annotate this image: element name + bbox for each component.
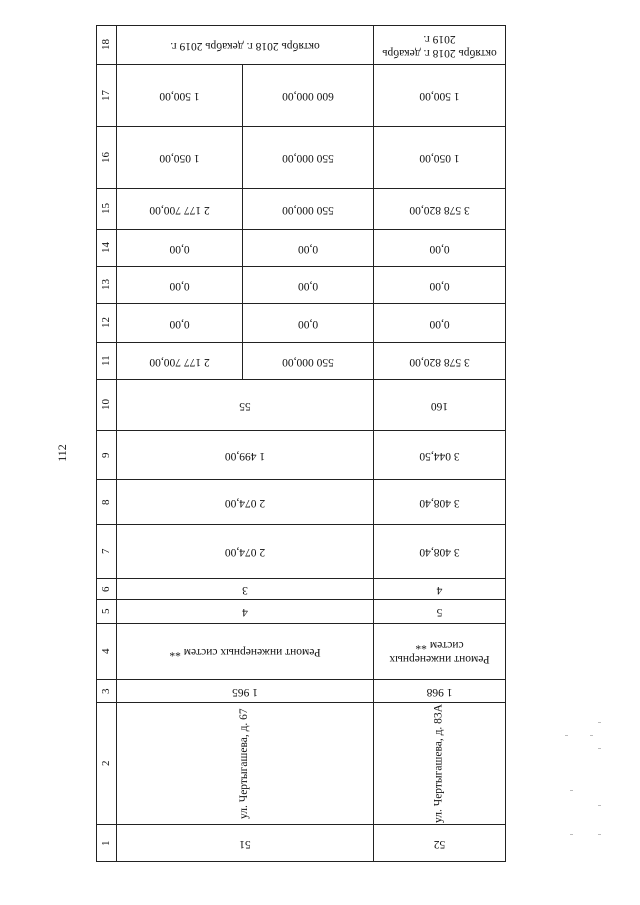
col-num-6: 6	[96, 578, 117, 600]
row-52-col-11: 3 578 820,00	[373, 342, 506, 380]
col-num-14: 14	[96, 229, 117, 267]
row-51-col-12-b: 0,00	[242, 303, 374, 343]
row-51-work-type: Ремонт инженерных систем **	[116, 623, 374, 680]
row-51-address: ул. Чертыгашева, д. 67	[116, 702, 374, 825]
col-num-9: 9	[96, 430, 117, 480]
col-num-1: 1	[96, 824, 117, 862]
col-num-15: 15	[96, 188, 117, 230]
row-51-residential-area: 1 499,00	[116, 430, 374, 480]
col-num-2: 2	[96, 702, 117, 825]
row-52-address: ул. Чертыгашева, д. 83А	[373, 702, 506, 825]
col-num-7: 7	[96, 524, 117, 579]
row-52-col-17: 1 500,00	[373, 64, 506, 127]
row-51-col-17-a: 1 500,00	[116, 64, 243, 127]
col-num-12: 12	[96, 303, 117, 343]
col-num-10: 10	[96, 379, 117, 431]
row-51-col-16-a: 1 050,00	[116, 126, 243, 189]
row-52-year: 1 968	[373, 679, 506, 703]
row-51-col-1: 51	[116, 824, 374, 862]
row-51-entrances: 3	[116, 578, 374, 600]
col-num-11: 11	[96, 342, 117, 380]
row-52-work-type: Ремонт инженерных систем **	[373, 623, 506, 680]
row-51-total-area: 2 074,00	[116, 524, 374, 579]
row-52-col-16: 1 050,00	[373, 126, 506, 189]
row-52-col-12: 0,00	[373, 303, 506, 343]
row-51-col-17-b: 600 000,00	[242, 64, 374, 127]
col-num-13: 13	[96, 266, 117, 304]
row-51-premises-area: 2 074,00	[116, 479, 374, 525]
row-51-year: 1 965	[116, 679, 374, 703]
row-51-floors: 4	[116, 599, 374, 624]
col-num-4: 4	[96, 623, 117, 680]
row-51-col-13-a: 0,00	[116, 266, 243, 304]
row-52-col-15: 3 578 820,00	[373, 188, 506, 230]
row-52-residents: 160	[373, 379, 506, 431]
row-51-col-14-b: 0,00	[242, 229, 374, 267]
row-51-residents: 55	[116, 379, 374, 431]
col-num-5: 5	[96, 599, 117, 624]
row-51-col-13-b: 0,00	[242, 266, 374, 304]
col-num-16: 16	[96, 126, 117, 189]
row-51-col-12-a: 0,00	[116, 303, 243, 343]
row-51-col-14-a: 0,00	[116, 229, 243, 267]
col-num-17: 17	[96, 64, 117, 127]
page-number: 112	[55, 444, 69, 462]
col-num-18: 18	[96, 25, 117, 65]
row-52-premises-area: 3 408,40	[373, 479, 506, 525]
row-52-col-1: 52	[373, 824, 506, 862]
row-51-col-16-b: 550 000,00	[242, 126, 374, 189]
row-52-period: октябрь 2018 г. декабрь 2019 г.	[373, 25, 506, 65]
row-51-col-11-a: 2 177 700,00	[116, 342, 243, 380]
rotated-table	[96, 25, 506, 862]
row-52-total-area: 3 408,40	[373, 524, 506, 579]
row-51-period: октябрь 2018 г. декабрь 2019 г.	[116, 25, 374, 65]
row-52-floors: 5	[373, 599, 506, 624]
col-num-8: 8	[96, 479, 117, 525]
row-52-col-14: 0,00	[373, 229, 506, 267]
col-num-3: 3	[96, 679, 117, 703]
row-51-col-15-a: 2 177 700,00	[116, 188, 243, 230]
row-52-residential-area: 3 044,50	[373, 430, 506, 480]
row-52-entrances: 4	[373, 578, 506, 600]
row-52-col-13: 0,00	[373, 266, 506, 304]
row-51-col-11-b: 550 000,00	[242, 342, 374, 380]
row-51-col-15-b: 550 000,00	[242, 188, 374, 230]
